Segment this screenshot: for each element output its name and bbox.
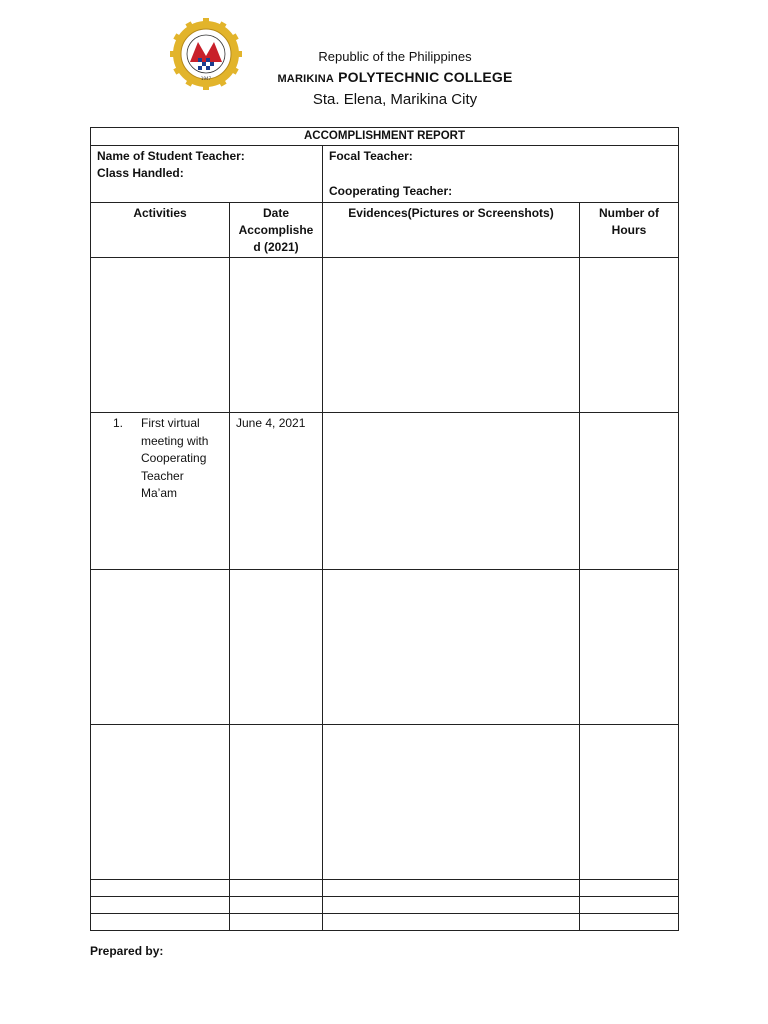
teacher-info-cell bbox=[323, 146, 679, 203]
date-cell bbox=[230, 897, 323, 914]
focal-teacher-label: Focal Teacher: bbox=[329, 149, 413, 163]
date-cell bbox=[230, 880, 323, 897]
accomplishment-report-table bbox=[90, 127, 679, 931]
activity-cell bbox=[91, 914, 230, 931]
table-row bbox=[91, 413, 679, 570]
hours-header: Number of Hours bbox=[580, 203, 679, 258]
date-cell: June 4, 2021 bbox=[230, 413, 323, 570]
college-name-heading bbox=[260, 69, 530, 85]
activities-header: Activities bbox=[91, 203, 230, 258]
table-row bbox=[91, 914, 679, 931]
activity-text: First virtual meeting with Cooperating Teacher Ma’am bbox=[141, 416, 209, 500]
activity-cell bbox=[91, 570, 230, 725]
evidence-cell bbox=[323, 413, 580, 570]
college-location: Sta. Elena, Marikina City bbox=[312, 91, 478, 108]
college-name: POLYTECHNIC COLLEGE bbox=[338, 69, 513, 85]
date-cell bbox=[230, 570, 323, 725]
college-seal-icon bbox=[170, 18, 242, 90]
hours-cell bbox=[580, 897, 679, 914]
evidence-cell bbox=[323, 914, 580, 931]
activity-cell bbox=[91, 258, 230, 413]
activity-cell bbox=[91, 413, 230, 570]
date-cell bbox=[230, 725, 323, 880]
evidence-cell bbox=[323, 570, 580, 725]
activity-cell bbox=[91, 897, 230, 914]
activity-list-item bbox=[113, 415, 225, 503]
hours-cell bbox=[580, 570, 679, 725]
hours-cell bbox=[580, 413, 679, 570]
student-teacher-label: Name of Student Teacher: bbox=[97, 149, 245, 163]
evidence-cell bbox=[323, 725, 580, 880]
student-info-cell bbox=[91, 146, 323, 203]
table-row bbox=[91, 880, 679, 897]
date-cell bbox=[230, 914, 323, 931]
activity-cell bbox=[91, 725, 230, 880]
college-prefix: MARIKINA bbox=[277, 73, 335, 85]
table-row bbox=[91, 258, 679, 413]
hours-cell bbox=[580, 914, 679, 931]
class-handled-label: Class Handled: bbox=[97, 166, 184, 180]
evidence-cell bbox=[323, 897, 580, 914]
evidences-header: Evidences(Pictures or Screenshots) bbox=[323, 203, 580, 258]
hours-cell bbox=[580, 258, 679, 413]
cooperating-teacher-label: Cooperating Teacher: bbox=[329, 184, 453, 198]
date-cell bbox=[230, 258, 323, 413]
republic-heading: Republic of the Philippines bbox=[318, 49, 472, 64]
evidence-cell bbox=[323, 880, 580, 897]
activity-cell bbox=[91, 880, 230, 897]
prepared-by-label: Prepared by: bbox=[90, 944, 164, 958]
activity-number: 1. bbox=[113, 416, 124, 430]
hours-cell bbox=[580, 880, 679, 897]
svg-text:1947: 1947 bbox=[200, 76, 212, 81]
table-row bbox=[91, 725, 679, 880]
table-row bbox=[91, 570, 679, 725]
evidence-cell bbox=[323, 258, 580, 413]
hours-cell bbox=[580, 725, 679, 880]
report-title: ACCOMPLISHMENT REPORT bbox=[91, 128, 679, 146]
date-header: Date Accomplishe d (2021) bbox=[230, 203, 323, 258]
table-row bbox=[91, 897, 679, 914]
